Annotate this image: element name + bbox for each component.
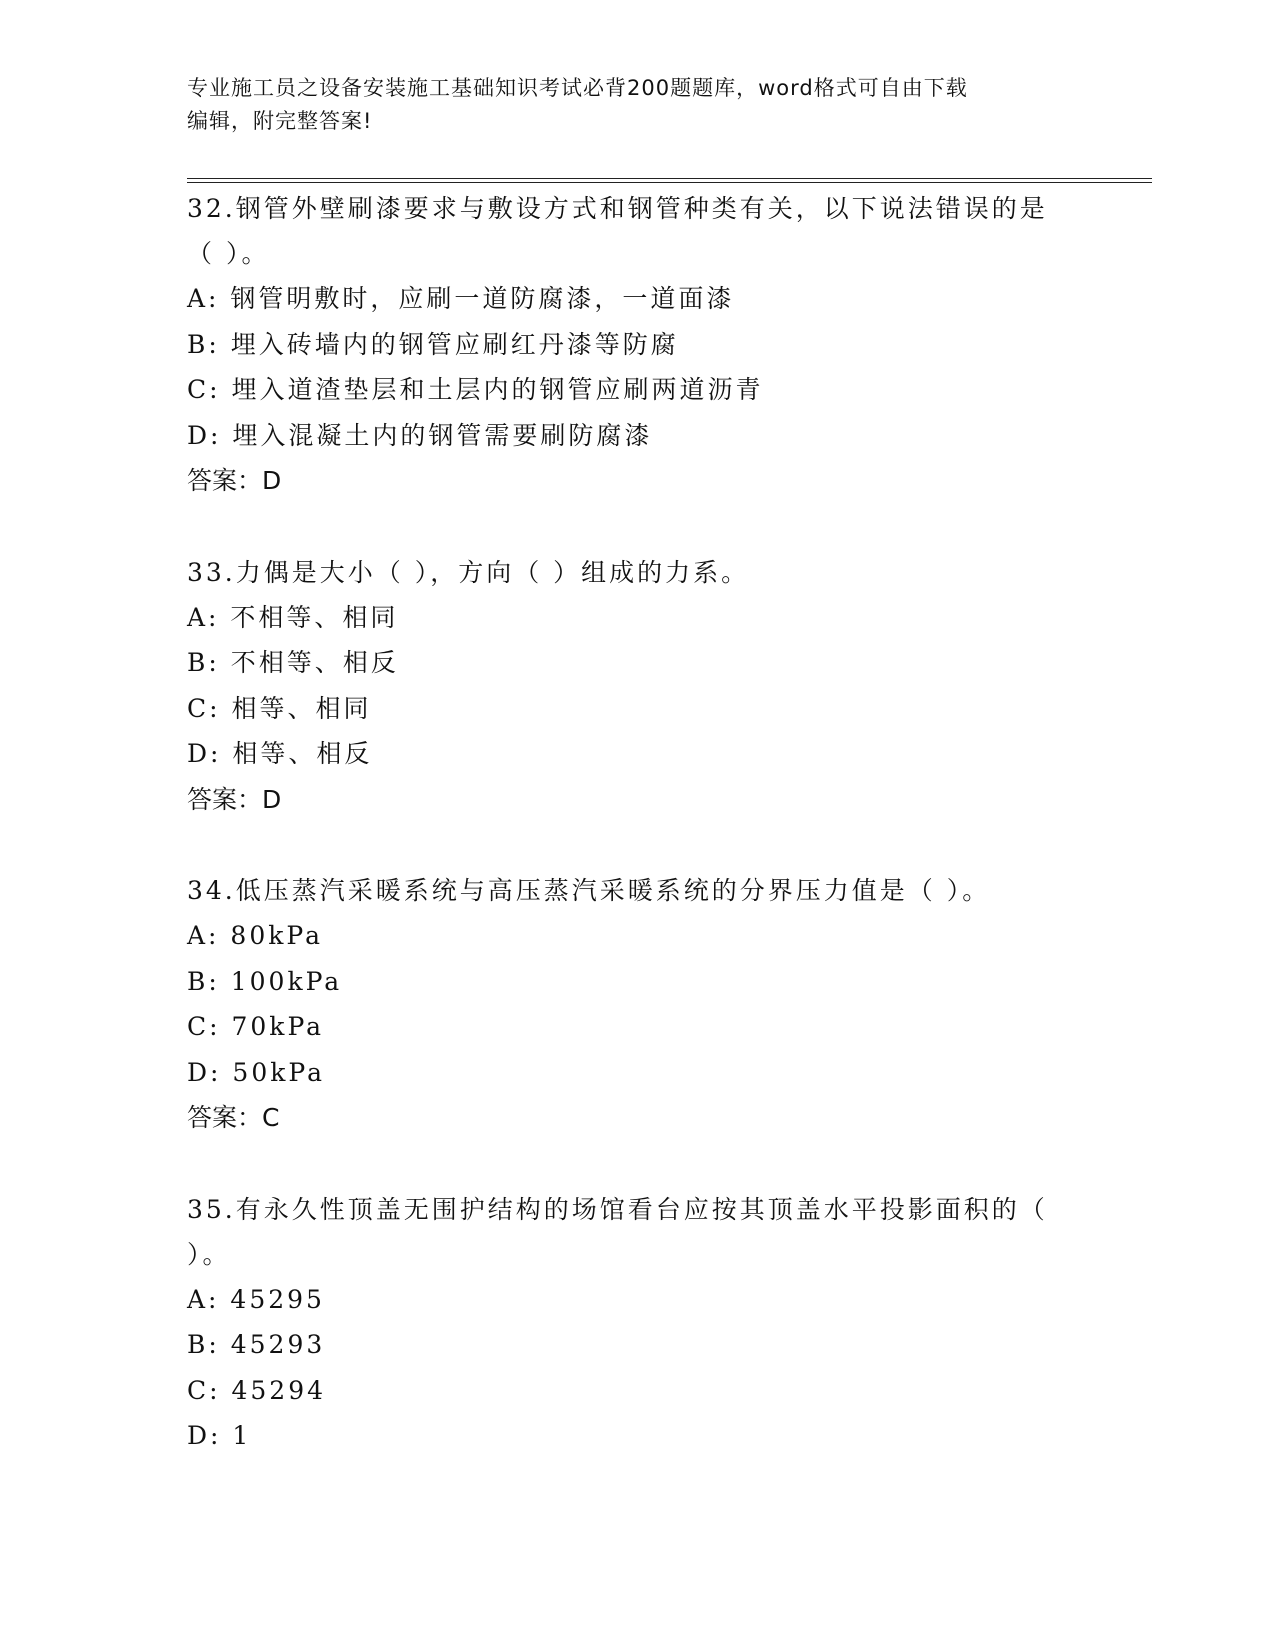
question-33 xyxy=(187,550,1087,823)
option-b: B: 45293 xyxy=(187,1330,326,1359)
question-32 xyxy=(187,186,1087,504)
option-a: A: 不相等、相同 xyxy=(187,602,399,632)
option-a: A: 45295 xyxy=(187,1284,325,1314)
header-line-1: 专业施工员之设备安装施工基础知识考试必背200题题库，word格式可自由下载 xyxy=(187,76,968,100)
question-list xyxy=(187,186,1087,1505)
header-line-2: 编辑，附完整答案! xyxy=(187,109,373,133)
document-header xyxy=(187,72,1067,138)
option-a: A: 钢管明敷时，应刷一道防腐漆，一道面漆 xyxy=(187,284,735,313)
answer: 答案：D xyxy=(187,784,282,814)
option-d: D: 埋入混凝土内的钢管需要刷防腐漆 xyxy=(187,420,653,450)
header-divider xyxy=(187,178,1152,183)
option-d: D: 1 xyxy=(187,1421,252,1450)
question-35 xyxy=(187,1187,1087,1459)
option-b: B: 100kPa xyxy=(187,966,343,996)
question-stem: 35.有永久性顶盖无围护结构的场馆看台应按其顶盖水平投影面积的（ xyxy=(187,1194,1048,1224)
question-stem: 34.低压蒸汽采暖系统与高压蒸汽采暖系统的分界压力值是（ ）。 xyxy=(187,876,991,905)
option-b: B: 不相等、相反 xyxy=(187,648,399,677)
option-a: A: 80kPa xyxy=(187,921,323,950)
option-c: C: 70kPa xyxy=(187,1012,325,1041)
question-stem-continued: ）。 xyxy=(187,1239,231,1269)
question-stem: 33.力偶是大小（ ），方向（ ）组成的力系。 xyxy=(187,557,750,587)
question-stem: 32.钢管外壁刷漆要求与敷设方式和钢管种类有关，以下说法错误的是 xyxy=(187,194,1048,223)
option-c: C: 45294 xyxy=(187,1375,327,1405)
option-d: D: 相等、相反 xyxy=(187,739,373,768)
answer: 答案：C xyxy=(187,1103,280,1132)
question-stem-continued: （ ）。 xyxy=(187,239,270,268)
answer: 答案：D xyxy=(187,466,282,495)
option-c: C: 相等、相同 xyxy=(187,693,372,723)
question-34 xyxy=(187,868,1087,1141)
option-c: C: 埋入道渣垫层和土层内的钢管应刷两道沥青 xyxy=(187,375,764,404)
option-d: D: 50kPa xyxy=(187,1057,325,1087)
option-b: B: 埋入砖墙内的钢管应刷红丹漆等防腐 xyxy=(187,329,679,359)
